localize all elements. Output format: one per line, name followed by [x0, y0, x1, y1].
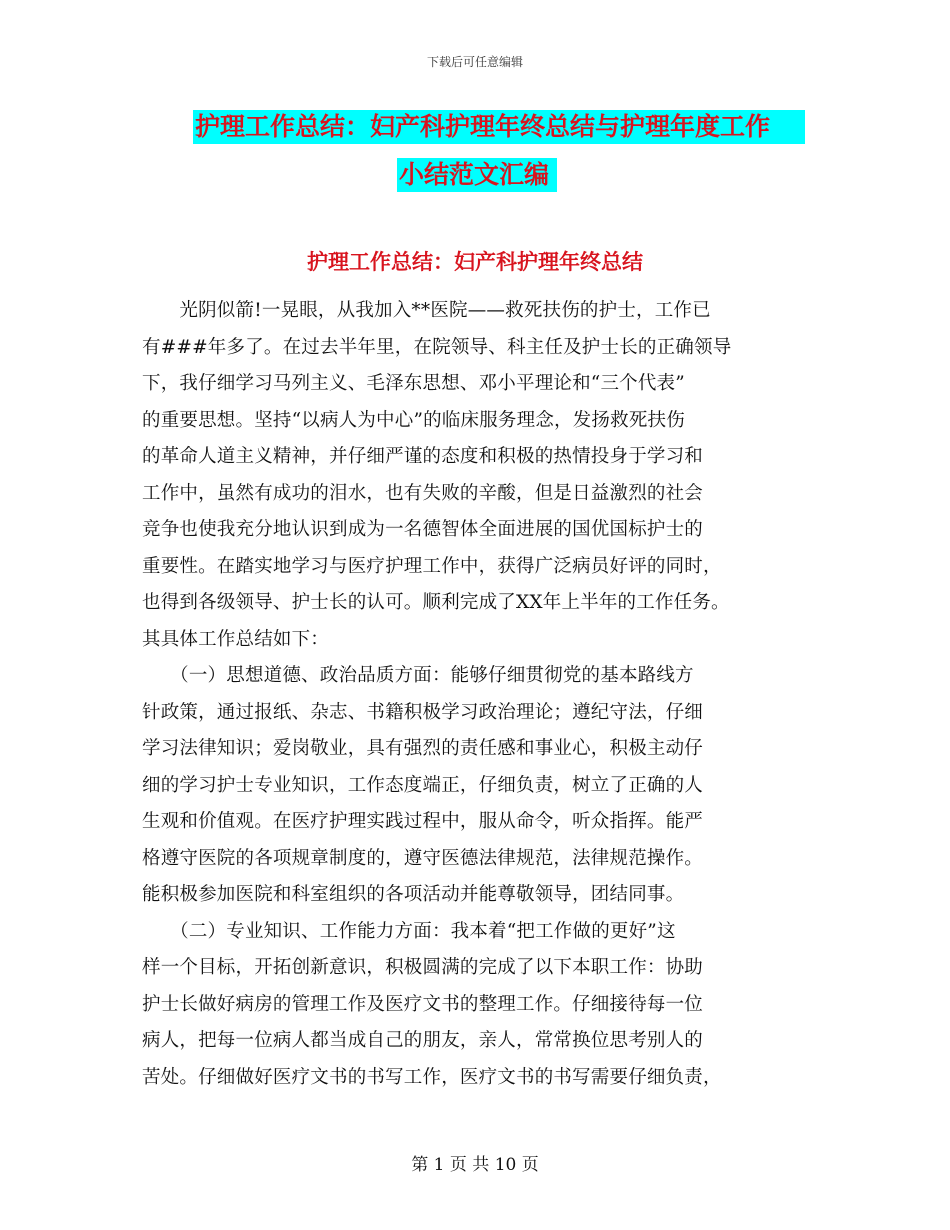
body-line: 的重要思想。坚持“以病人为中心”的临床服务理念，发扬救死扶伤 [142, 409, 685, 431]
body-line: 能积极参加医院和科室组织的各项活动并能尊敬领导，团结同事。 [142, 884, 685, 905]
body-line: 样一个目标，开拓创新意识，积极圆满的完成了以下本职工作：协助 [142, 957, 704, 978]
body-line: 学习法律知识；爱岗敬业，具有强烈的责任感和事业心，积极主动仔 [142, 738, 704, 759]
body-line: 光阴似箭!一晃眼，从我加入**医院——救死扶伤的护士，工作已 [142, 300, 711, 321]
body-line: 其具体工作总结如下： [142, 628, 330, 650]
body-line: 病人，把每一位病人都当成自己的朋友，亲人，常常换位思考别人的 [142, 1030, 704, 1051]
body-line: （二）专业知识、工作能力方面：我本着“把工作做的更好”这 [142, 920, 676, 942]
body-line: 有###年多了。在过去半年里，在院领导、科主任及护士长的正确领导 [142, 336, 732, 358]
body-text [142, 293, 812, 1096]
body-line: （一）思想道德、政治品质方面：能够仔细贯彻党的基本路线方 [142, 665, 694, 686]
body-line: 也得到各级领导、护士长的认可。顺利完成了XX年上半年的工作任务。 [142, 592, 730, 613]
body-line: 细的学习护士专业知识，工作态度端正，仔细负责，树立了正确的人 [142, 774, 704, 796]
body-line: 竞争也使我充分地认识到成为一名德智体全面进展的国优国标护士的 [142, 519, 704, 540]
page-footer: 第 1 页 共 10 页 [411, 1155, 539, 1175]
body-line: 生观和价值观。在医疗护理实践过程中，服从命令，听众指挥。能严 [142, 811, 704, 832]
body-line: 针政策，通过报纸、杂志、书籍积极学习政治理论；遵纪守法，仔细 [142, 701, 704, 723]
body-line: 格遵守医院的各项规章制度的，遵守医德法律规范，法律规范操作。 [142, 847, 704, 869]
header-note: 下载后可任意编辑 [426, 55, 523, 69]
body-line: 护士长做好病房的管理工作及医疗文书的整理工作。仔细接待每一位 [142, 993, 704, 1015]
body-line: 下，我仔细学习马列主义、毛泽东思想、邓小平理论和“三个代表” [142, 373, 685, 394]
title-line-2: 小结范文汇编 [397, 158, 557, 192]
body-line: 的革命人道主义精神，并仔细严谨的态度和积极的热情投身于学习和 [142, 446, 704, 467]
section-heading: 护理工作总结：妇产科护理年终总结 [307, 250, 643, 274]
body-line: 工作中，虽然有成功的泪水，也有失败的辛酸，但是日益激烈的社会 [142, 482, 704, 504]
body-line: 苦处。仔细做好医疗文书的书写工作，医疗文书的书写需要仔细负责， [142, 1066, 722, 1088]
title-line-1: 护理工作总结：妇产科护理年终总结与护理年度工作 [193, 110, 805, 144]
body-line: 重要性。在踏实地学习与医疗护理工作中，获得广泛病员好评的同时， [142, 555, 722, 577]
